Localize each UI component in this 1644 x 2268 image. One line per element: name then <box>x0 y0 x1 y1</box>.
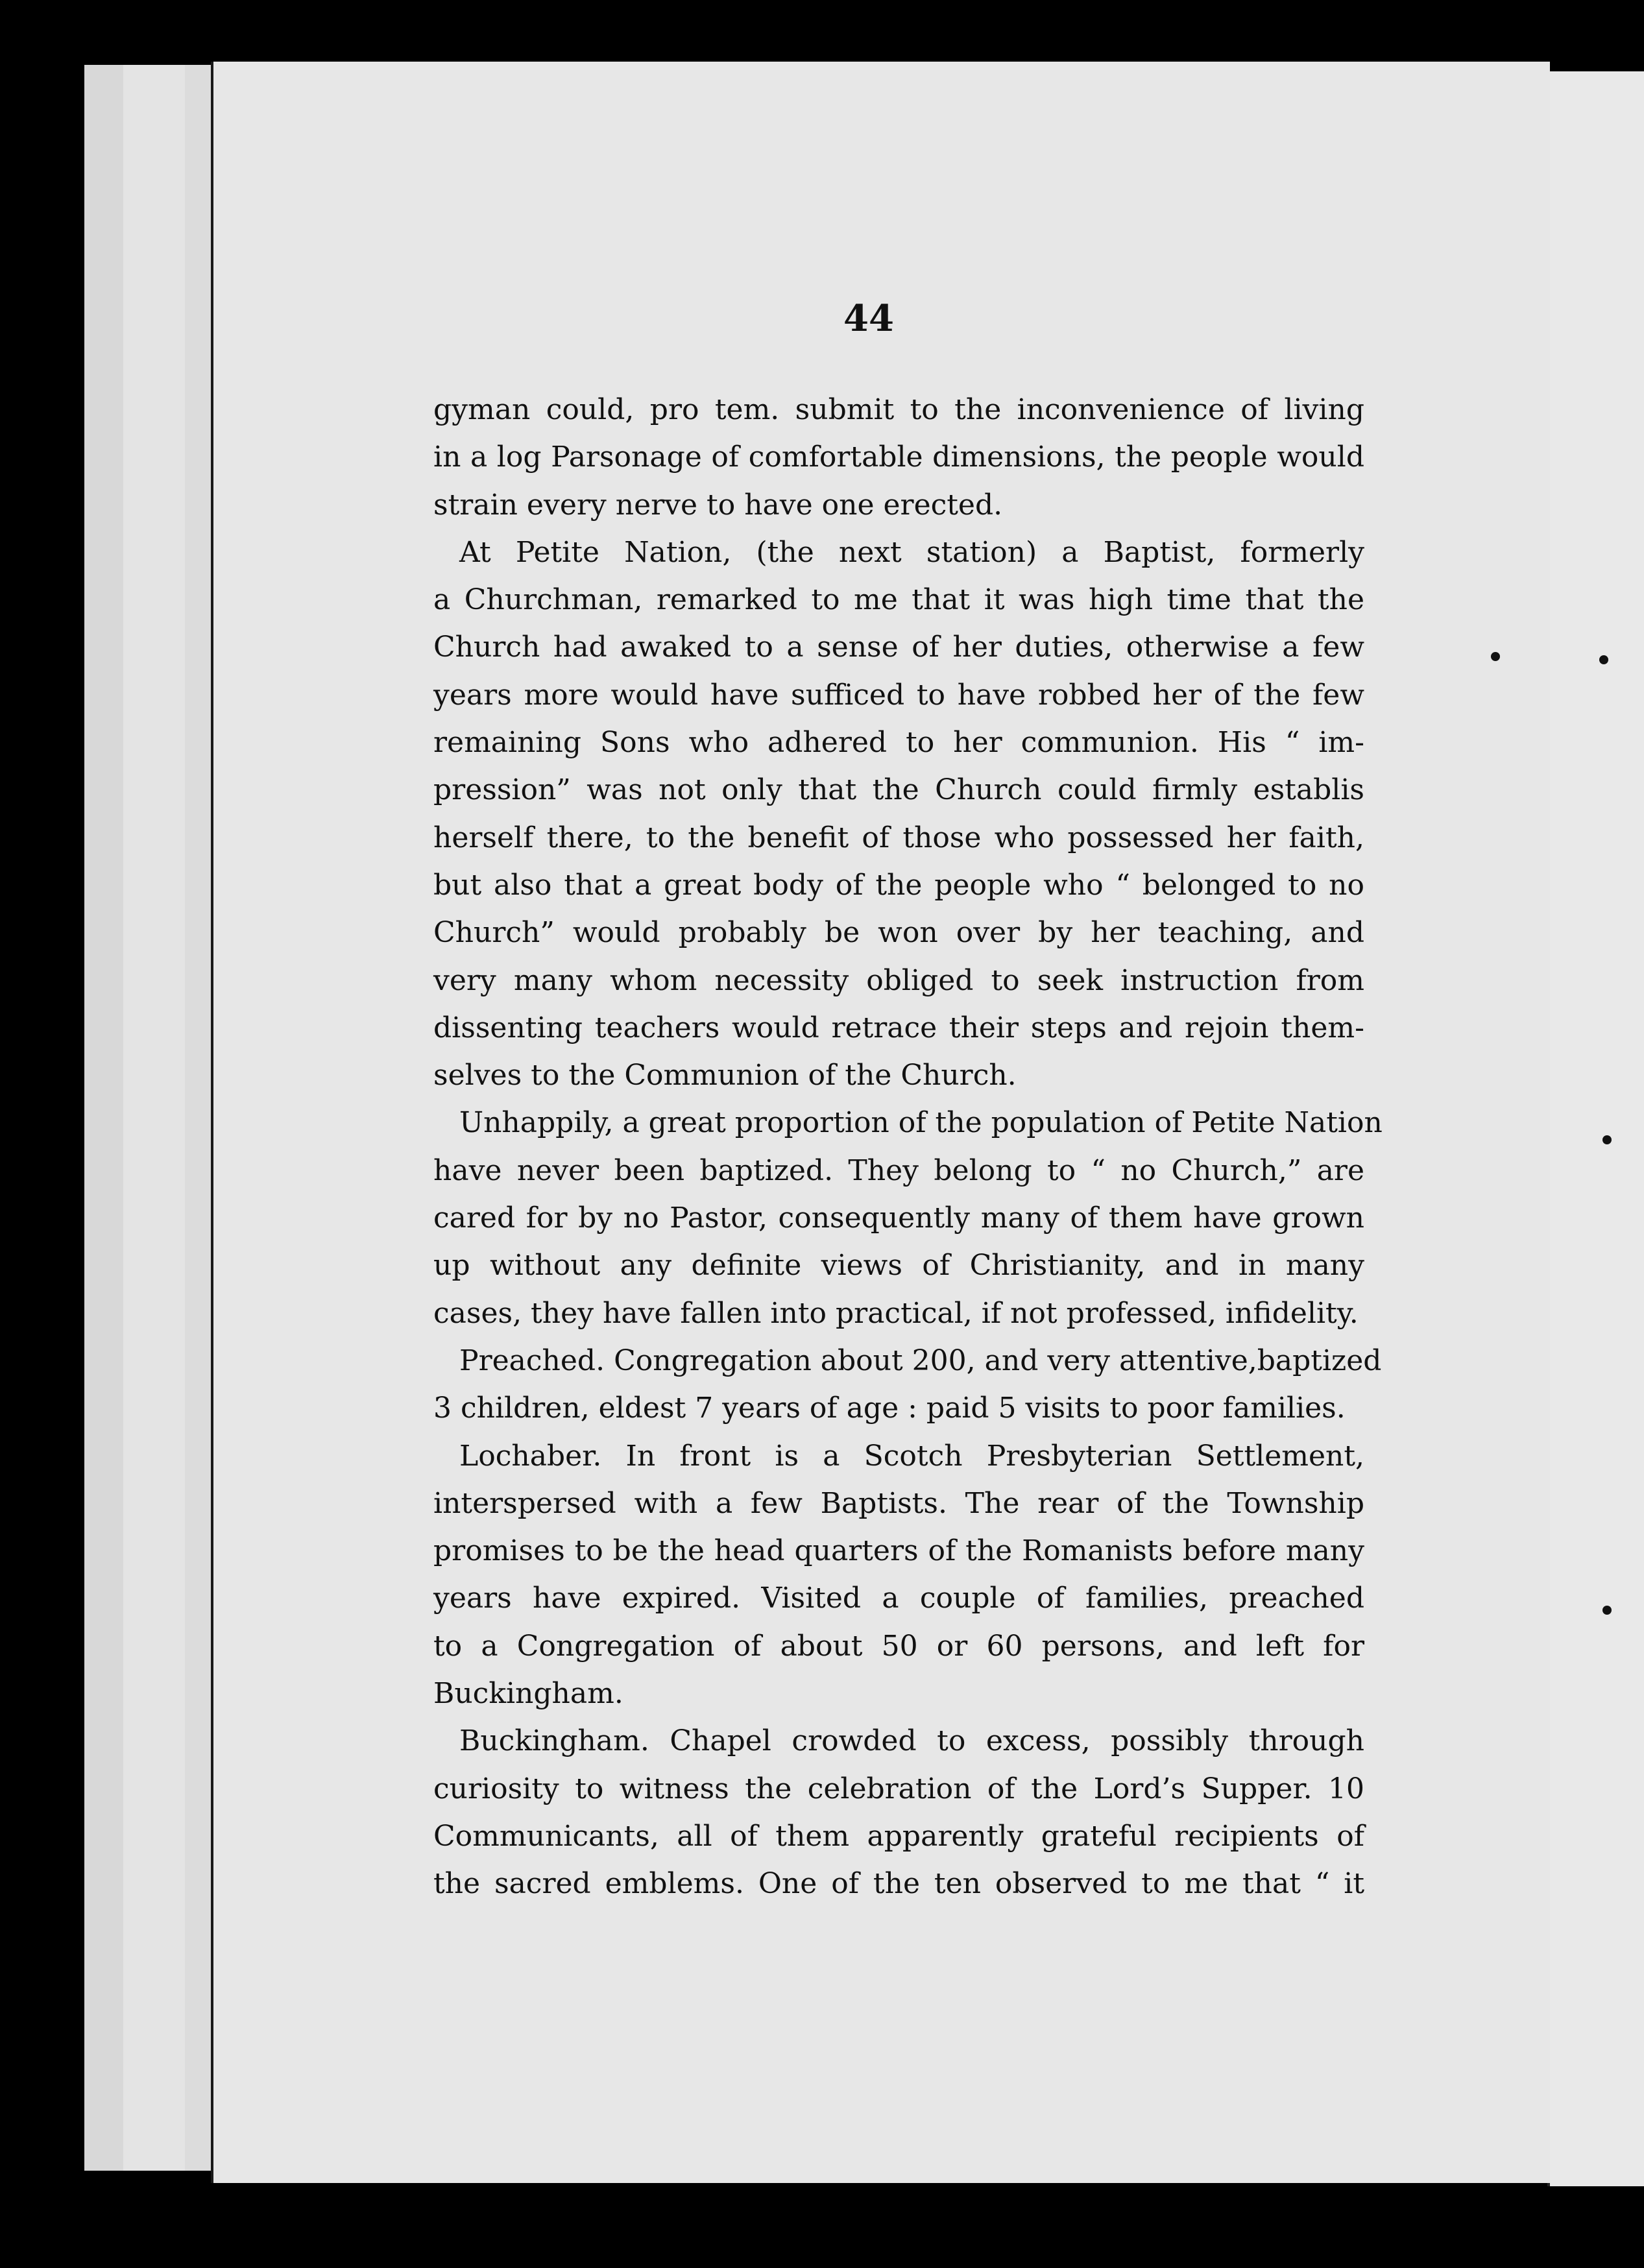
text-line: curiosity to witness the celebration of the Lord’s Supper. 10 <box>433 1772 1364 1805</box>
text-line: herself there, to the benefit of those who possessed her faith, <box>433 821 1364 854</box>
text-line: remaining Sons who adhered to her communion. His “ im- <box>433 726 1364 760</box>
text-line: very many whom necessity obliged to seek instruction from <box>433 963 1364 997</box>
text-line: promises to be the head quarters of the Romanists before many <box>433 1534 1364 1568</box>
margin-mark <box>1491 652 1500 661</box>
text-line: Unhappily, a great proportion of the population of Petite Nation <box>459 1106 1383 1140</box>
text-line: selves to the Communion of the Church. <box>433 1059 1017 1092</box>
text-line: but also that a great body of the people who “ belonged to no <box>433 868 1364 902</box>
text-line: in a log Parsonage of comfortable dimensions, the people would <box>433 440 1364 474</box>
margin-mark <box>1602 1606 1612 1615</box>
text-line: 3 children, eldest 7 years of age : paid 5 visits to poor families. <box>433 1392 1346 1425</box>
text-line: At Petite Nation, (the next station) a Baptist, formerly <box>459 535 1364 569</box>
text-line: strain every nerve to have one erected. <box>433 488 1003 522</box>
text-line: Preached. Congregation about 200, and very attentive,baptized <box>459 1344 1382 1377</box>
text-line: years have expired. Visited a couple of families, preached <box>433 1582 1364 1615</box>
text-line: cared for by no Pastor, consequently many of them have grown <box>433 1201 1364 1235</box>
text-line: up without any definite views of Christianity, and in many <box>433 1249 1364 1283</box>
text-line: the sacred emblems. One of the ten observed to me that “ it <box>433 1867 1364 1901</box>
text-line: Buckingham. Chapel crowded to excess, possibly through <box>459 1724 1364 1758</box>
margin-mark <box>1602 1135 1612 1144</box>
body-text <box>433 386 1383 1908</box>
text-line: years more would have sufficed to have robbed her of the few <box>433 678 1364 712</box>
text-line: have never been baptized. They belong to “ no Church,” are <box>433 1153 1364 1187</box>
text-line: dissenting teachers would retrace their steps and rejoin them- <box>433 1011 1364 1044</box>
text-line: Communicants, all of them apparently grateful recipients of <box>433 1819 1364 1853</box>
margin-mark <box>1599 655 1608 664</box>
page-edge <box>84 65 125 2171</box>
text-line: to a Congregation of about 50 or 60 persons, and left for <box>433 1629 1364 1663</box>
text-line: Church had awaked to a sense of her duties, otherwise a few <box>433 631 1364 664</box>
page-number: 44 <box>843 297 894 340</box>
text-line: gyman could, pro tem. submit to the inconvenience of living <box>433 393 1364 426</box>
text-line: pression” was not only that the Church could firmly establis <box>433 773 1364 807</box>
text-line: a Churchman, remarked to me that it was high time that the <box>433 583 1364 617</box>
page-edge <box>123 65 187 2171</box>
page-edge <box>185 65 213 2171</box>
text-line: Buckingham. <box>433 1677 623 1711</box>
text-line: Church” would probably be won over by her teaching, and <box>433 916 1364 950</box>
text-line: Lochaber. In front is a Scotch Presbyterian Settlement, <box>459 1439 1364 1473</box>
text-line: cases, they have fallen into practical, if not professed, infidelity. <box>433 1296 1359 1330</box>
facing-page-edge <box>1547 71 1644 2186</box>
text-line: interspersed with a few Baptists. The rear of the Township <box>433 1486 1364 1520</box>
